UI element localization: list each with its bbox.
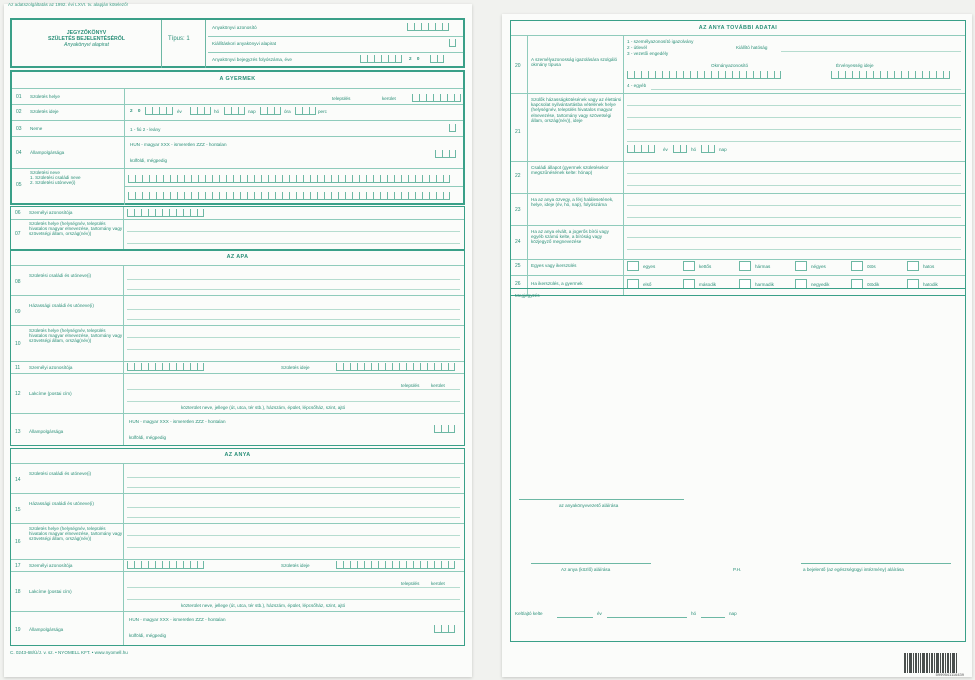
barcode — [904, 649, 966, 673]
row-number: 07 — [15, 231, 21, 237]
option-triplet-checkbox[interactable] — [739, 261, 751, 271]
option-label: negyedik — [811, 282, 830, 287]
row-number: 15 — [15, 507, 21, 513]
doc-number-label: Okmányazonosító — [711, 63, 749, 68]
notes-section[interactable] — [510, 288, 966, 642]
father-id-label: Személyi azonosítója — [29, 365, 73, 370]
option-label: hatos — [923, 264, 935, 269]
unit-month: hó — [691, 147, 697, 152]
option-label: hármas — [755, 264, 771, 269]
father-id-cells[interactable] — [127, 363, 204, 371]
option-quad-checkbox[interactable] — [795, 261, 807, 271]
unit-year: év — [663, 147, 668, 152]
row-number: 19 — [15, 627, 21, 633]
option-twin-checkbox[interactable] — [683, 261, 695, 271]
unit-month: hó — [214, 109, 220, 114]
settlement-label: település — [332, 96, 351, 101]
date-month-unit: hó — [691, 611, 697, 616]
row-number: 14 — [15, 477, 21, 483]
mother-signature-label: Az anya (közlő) aláírása — [561, 567, 611, 572]
birth-month-cells[interactable] — [190, 107, 211, 115]
sex-options: 1 - fiú 2 - leány — [130, 127, 161, 132]
birth-date-label: Születés ideje — [30, 109, 59, 114]
marriage-month-cells[interactable] — [673, 145, 687, 153]
father-married-name-label: Házassági családi és utóneve(i) — [29, 303, 94, 308]
mother-birth-date-cells[interactable] — [336, 561, 455, 569]
father-citizenship-options: HUN - magyar XXX - ismeretlen ZZZ - hontalan — [129, 419, 226, 424]
mother-address-note: közterület neve, jellege (út, utca, tér stb.), házszám, épület, lépcsőház, szint, ajtó — [181, 603, 346, 608]
validity-cells[interactable] — [831, 71, 950, 79]
row-number: 23 — [515, 207, 521, 213]
form-title: JEGYZŐKÖNYV SZÜLETÉS BEJELENTÉSÉRŐL Anyakönyvi alapirat — [12, 20, 162, 68]
row-number: 18 — [15, 589, 21, 595]
row-number: 09 — [15, 309, 21, 315]
original-record-label: Kiállításkori anyakönyvi alapirat — [212, 41, 277, 46]
issuer-label: Kiállító hatóság — [736, 45, 768, 50]
divorce-label: Ha az anya elvált, a jogerős bírói vagy egyéb számú kelte, a bíróság vagy közjegyző megnevezése — [531, 229, 609, 245]
notes-label: Megjegyzés — [515, 293, 540, 298]
date-year-unit: év — [597, 611, 602, 616]
mother-birth-name-label: Születési családi és utóneve(i) — [29, 471, 92, 476]
option-sext-checkbox[interactable] — [907, 261, 919, 271]
twin-order-label: Ha ikerszülés, a gyermek — [531, 281, 583, 286]
option-label: második — [699, 282, 717, 287]
option-single-checkbox[interactable] — [627, 261, 639, 271]
birth-date-cells[interactable] — [145, 107, 173, 115]
doc-option-3: 3 - vezetői engedély — [627, 51, 669, 56]
father-address-note: közterület neve, jellege (út, utca, tér stb.), házszám, épület, lépcsőház, szint, ajtó — [181, 405, 346, 410]
child-id-label: Személyi azonosítója — [29, 210, 73, 215]
mother-settlement-label: település — [401, 581, 420, 586]
father-birth-date-cells[interactable] — [336, 363, 455, 371]
district-label: kerület — [382, 96, 396, 101]
unit-day: nap — [719, 147, 727, 152]
entry-number-label: Anyakönyvi bejegyzés folyószáma, éve — [212, 57, 292, 62]
row-number: 01 — [16, 94, 22, 100]
birth-name-label: Születési neve 1. Születési családi neve 2. Születési utóneve(i) — [30, 170, 81, 186]
row-number: 22 — [515, 173, 521, 179]
registrar-signature-label: az anyakönyvvezető aláírása — [559, 503, 619, 508]
father-citizenship-cells[interactable] — [434, 425, 455, 433]
marriage-place-label: Szülők házasságkötésének vagy az élettársi kapcsolat nyilvántartásba vételének helye (helységnév, település hivatalos magyar elnevezése, tartomány vagy szövetségi állam, ország(név)), ideje — [531, 97, 622, 123]
legal-note: Az adatszolgáltatás az 1992. évi LXVI. tv. alapján kötelező! — [8, 2, 128, 7]
option-label: négyes — [811, 264, 826, 269]
registry-id-cells[interactable] — [407, 23, 449, 31]
option-label: ötös — [867, 264, 876, 269]
birth-day-cells[interactable] — [224, 107, 245, 115]
unit-year: év — [177, 109, 182, 114]
father-birth-date-label: Születés ideje — [281, 365, 310, 370]
father-district-label: kerület — [431, 383, 445, 388]
row-number: 04 — [16, 150, 22, 156]
row-number: 26 — [515, 281, 521, 287]
mother-citizenship-cells[interactable] — [434, 625, 455, 633]
option-label: hatodik — [923, 282, 938, 287]
birth-minute-cells[interactable] — [295, 107, 316, 115]
doc-number-cells[interactable] — [627, 71, 781, 79]
mother-id-cells[interactable] — [127, 561, 204, 569]
mother-address-label: Lakcíme (postai cím) — [29, 589, 72, 594]
father-birth-place-label: Születés helye (helységnév, település hivatalos magyar elnevezése, tartomány vagy szövetségi állam, ország(név)) — [29, 328, 123, 344]
mother-section — [10, 448, 465, 646]
option-label: harmadik — [755, 282, 774, 287]
family-name-cells[interactable] — [128, 175, 450, 183]
child-section — [10, 70, 465, 205]
mother-married-name-label: Házassági családi és utóneve(i) — [29, 501, 94, 506]
citizenship-label: Állampolgársága — [30, 150, 65, 155]
father-citizenship-label: Állampolgársága — [29, 429, 64, 434]
row-number: 17 — [15, 563, 21, 569]
option-label: ötödik — [867, 282, 880, 287]
left-form-page — [4, 4, 472, 677]
document-type-label: A személyazonosság igazolására szolgáló okmány típusa — [531, 57, 618, 68]
barcode-number: 5999541116439 — [935, 671, 964, 677]
marriage-date-cells[interactable] — [627, 145, 655, 153]
date-day-unit: nap — [729, 611, 737, 616]
mother-birth-date-label: Születés ideje — [281, 563, 310, 568]
child-foreign-place-label: Születés helye (helységnév, település hivatalos magyar elnevezése, tartomány vagy szövetségi állam, ország(név)) — [29, 221, 123, 237]
father-settlement-label: település — [401, 383, 420, 388]
birth-type-label: Egyes vagy ikerszülés — [531, 263, 577, 268]
child-extra-rows — [10, 206, 465, 250]
registry-id-label: Anyakönyvi azonosító — [212, 25, 257, 30]
section-father-title: AZ APA — [226, 254, 249, 260]
unit-day: nap — [248, 109, 256, 114]
row-number: 21 — [515, 129, 521, 135]
mother-district-label: kerület — [431, 581, 445, 586]
unit-minute: perc — [318, 109, 327, 114]
mother-extra-section — [510, 20, 966, 296]
citizenship-foreign: külföldi, mégpedig — [130, 158, 168, 163]
right-form-page — [502, 14, 972, 677]
father-birth-name-label: Születési családi és utóneve(i) — [29, 273, 92, 278]
year-prefix: 2 0 — [409, 56, 422, 61]
row-number: 24 — [515, 239, 521, 245]
option-label: kettős — [699, 264, 712, 269]
row-number: 10 — [15, 341, 21, 347]
original-record-cells[interactable] — [449, 39, 456, 47]
mother-citizenship-foreign: külföldi, mégpedig — [129, 633, 167, 638]
header-block — [10, 18, 465, 68]
district-cells[interactable] — [412, 94, 461, 102]
section-mother-title: AZ ANYA — [224, 452, 251, 458]
row-number: 08 — [15, 279, 21, 285]
father-citizenship-foreign: külföldi, mégpedig — [129, 435, 167, 440]
option-label: első — [643, 282, 652, 287]
printer-footer: C. 0243-68/Ú/J. v. sz. • NYOMELL KFT. • www.nyomell.hu — [10, 650, 128, 655]
doc-option-2: 2 - útlevél — [627, 45, 647, 50]
row-number: 13 — [15, 429, 21, 435]
citizenship-options: HUN - magyar XXX - ismeretlen ZZZ - hontalan — [130, 142, 227, 147]
birth-year-prefix: 2 0 — [130, 108, 143, 113]
unit-hour: óra — [284, 109, 291, 114]
row-number: 02 — [16, 109, 22, 115]
row-number: 25 — [515, 263, 521, 269]
marriage-day-cells[interactable] — [701, 145, 715, 153]
option-label: egyes — [643, 264, 656, 269]
mother-birth-place-label: Születés helye (helységnév, település hivatalos magyar elnevezése, tartomány vagy szövetségi állam, ország(név)) — [29, 526, 123, 542]
entry-year-cells[interactable] — [430, 55, 444, 63]
widow-label: Ha az anya özvegy, a férj halálesetének, helye, ideje (év, hó, nap), folyószáma — [531, 197, 614, 208]
mother-id-label: Személyi azonosítója — [29, 563, 73, 568]
birth-hour-cells[interactable] — [260, 107, 281, 115]
type-label: Típus: 1 — [162, 20, 206, 68]
reporter-signature-label: a bejelentő (az egészségügyi intézmény) aláírása — [803, 567, 904, 572]
sex-cell[interactable] — [449, 124, 456, 132]
row-number: 03 — [16, 126, 22, 132]
section-child-title: A GYERMEK — [219, 76, 256, 82]
section-mother-extra-title: AZ ANYA TOVÁBBI ADATAI — [698, 25, 778, 31]
date-place-label: Kelt/ajtó kelte — [515, 611, 543, 616]
row-number: 05 — [16, 182, 22, 188]
marital-status-label: Családi állapot (gyermek születésekor megszűnésének kelte: hónap) — [531, 165, 609, 176]
child-id-cells[interactable] — [127, 209, 204, 217]
doc-option-4: 4 - egyéb — [627, 83, 647, 88]
row-number: 20 — [515, 63, 521, 69]
doc-option-1: 1 - személyazonosító igazolvány — [627, 39, 694, 44]
row-number: 16 — [15, 539, 21, 545]
entry-number-cells[interactable] — [360, 55, 402, 63]
option-quint-checkbox[interactable] — [851, 261, 863, 271]
validity-label: Érvényesség ideje — [836, 63, 874, 68]
mother-citizenship-options: HUN - magyar XXX - ismeretlen ZZZ - hontalan — [129, 617, 226, 622]
sex-label: Neme — [30, 126, 43, 131]
row-number: 06 — [15, 210, 21, 216]
row-number: 11 — [15, 365, 21, 371]
birth-place-label: Születés helye — [30, 94, 60, 99]
row-number: 12 — [15, 391, 21, 397]
father-section — [10, 250, 465, 446]
mother-citizenship-label: Állampolgársága — [29, 627, 64, 632]
citizenship-cells[interactable] — [435, 150, 456, 158]
given-name-cells[interactable] — [128, 192, 450, 200]
stamp-place: P.H. — [733, 567, 742, 572]
father-address-label: Lakcíme (postai cím) — [29, 391, 72, 396]
